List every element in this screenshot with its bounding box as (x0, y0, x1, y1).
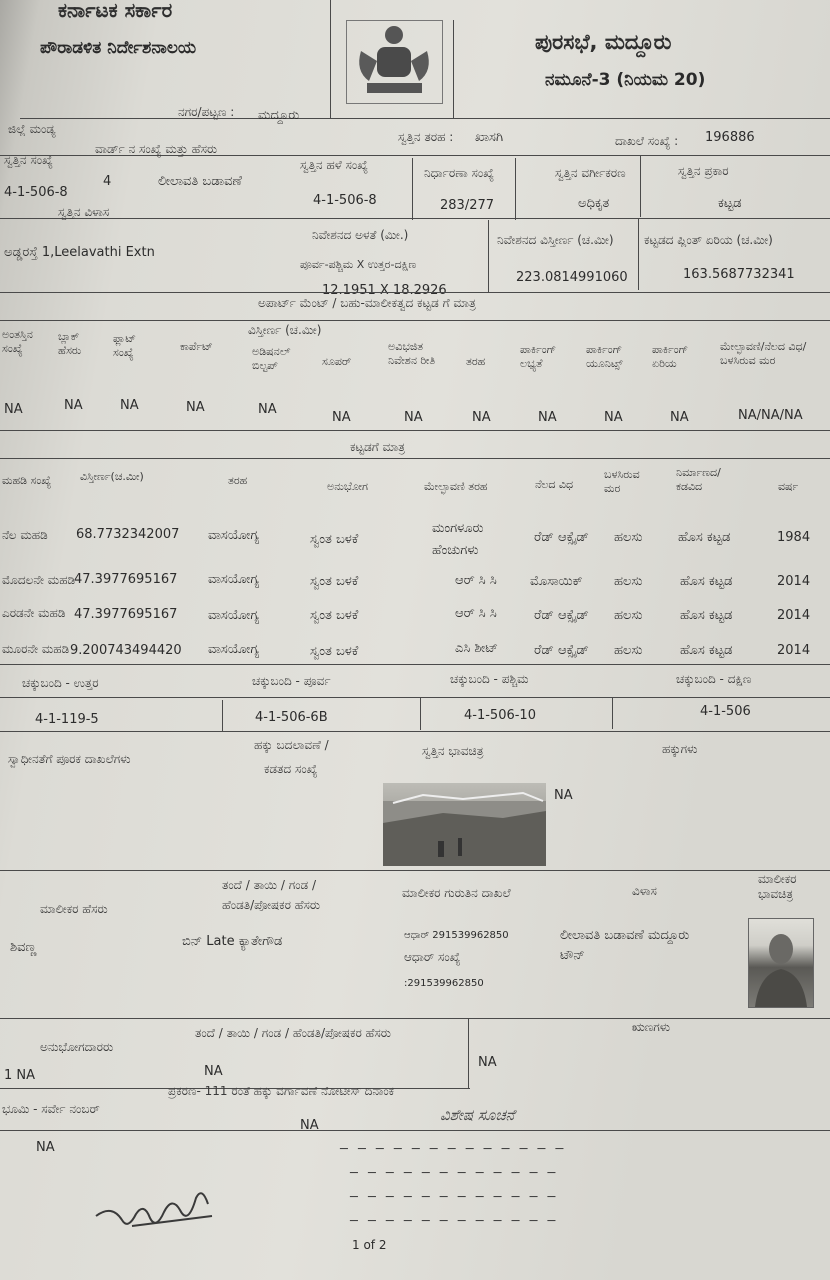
building-col-floor: ಮಹಡಿ ಸಂಖ್ಯೆ (2, 474, 52, 487)
apartment-col-block: ಬ್ಲಾಕ್ ಹೆಸರು (58, 330, 82, 357)
divider (453, 20, 454, 118)
building-row-usage: ಸ್ವಂತ ಬಳಕೆ (310, 574, 359, 589)
building-row-wood: ಹಲಸು (614, 574, 643, 589)
owner-relation-label-2: ಹೆಂಡತಿ/ಪೋಷಕರ ಹೆಸರು (222, 898, 321, 912)
divider (0, 1130, 830, 1131)
apartment-col-parking-units: ಪಾರ್ಕಿಂಗ್ ಯೂನಿಟ್ಸ್ (586, 343, 623, 370)
property-kind-label: ಸ್ವತ್ತಿನ ಪ್ರಕಾರ (678, 164, 729, 178)
building-row-wood: ಹಲಸು (614, 643, 643, 658)
divider (488, 220, 489, 292)
ward-no-value: 4 (103, 174, 112, 189)
survey-no-label: ಭೂಮಿ - ಸರ್ವೇ ನಂಬರ್ (2, 1102, 100, 1116)
building-row-flooring: ರೆಡ್ ಆಕ್ಸೈಡ್ (534, 643, 589, 658)
building-row-type: ವಾಸಯೋಗ್ಯ (208, 572, 260, 587)
town-label: ನಗರ/ಪಟ್ಟಣ : (178, 105, 235, 119)
building-row-wood: ಹಲಸು (614, 530, 643, 545)
building-row-area: 47.3977695167 (74, 572, 178, 587)
owner-name-label: ಮಾಲೀಕರ ಹೆಸರು (40, 902, 108, 916)
building-row-floor: ನೆಲ ಮಹಡಿ (2, 528, 48, 542)
building-row-area: 47.3977695167 (74, 607, 178, 622)
file-no-label: ಕಡತದ ಸಂಖ್ಯೆ (264, 762, 318, 776)
property-no-value: 4-1-506-8 (4, 185, 68, 200)
building-row-roof: ಆರ್ ಸಿ ಸಿ (455, 573, 497, 588)
apartment-cell: NA (186, 400, 205, 415)
state-emblem-icon (346, 20, 443, 104)
rights-label: ಹಕ್ಕುಗಳು (662, 742, 698, 756)
apartment-col-type: ತರಹ (466, 355, 486, 368)
dimension-direction: ಪೂರ್ವ-ಪಶ್ಚಿಮ X ಉತ್ತರ-ದಕ್ಷಿಣ (300, 258, 417, 271)
loans-value: NA (478, 1055, 497, 1070)
apartment-cell: NA (64, 398, 83, 413)
classification-label: ಸ್ವತ್ತಿನ ವರ್ಗೀಕರಣ (555, 166, 626, 180)
property-no-label: ಸ್ವತ್ತಿನ ಸಂಖ್ಯೆ (4, 153, 53, 167)
divider (0, 430, 830, 431)
building-row-usage: ಸ್ವಂತ ಬಳಕೆ (310, 644, 359, 659)
owner-aadhaar-line1: ಆಧಾರ್ 291539962850 (404, 930, 509, 941)
building-col-year: ವರ್ಷ (778, 480, 799, 493)
building-row-construction: ಹೊಸ ಕಟ್ಟಡ (680, 574, 733, 589)
rights-value: NA (554, 788, 573, 803)
building-col-usage: ಅನುಭೋಗ (327, 480, 368, 493)
survey-no-value: NA (36, 1140, 55, 1155)
owner-aadhaar-line3: :291539962850 (404, 978, 484, 989)
divider (0, 697, 830, 698)
building-col-type: ತರಹ (228, 474, 248, 487)
remarks-handwriting: ─ ─ ─ ─ ─ ─ ─ ─ ─ ─ ─ ─ (350, 1166, 559, 1181)
occupant-relation-value: NA (204, 1064, 223, 1079)
ward-label: ವಾರ್ಡ್ ನ ಸಂಖ್ಯೆ ಮತ್ತು ಹೆಸರು (95, 142, 218, 156)
old-no-label: ಸ್ವತ್ತಿನ ಹಳೆ ಸಂಖ್ಯೆ (300, 158, 369, 172)
owner-address-value-2: ಟೌನ್ (560, 948, 585, 963)
signature (92, 1186, 222, 1250)
divider (0, 320, 830, 321)
municipality-title: ಪುರಸಭೆ, ಮದ್ದೂರು (535, 30, 672, 54)
remarks-handwriting: ─ ─ ─ ─ ─ ─ ─ ─ ─ ─ ─ ─ (350, 1190, 559, 1205)
divider (0, 292, 830, 293)
owner-photo-label: ಮಾಲೀಕರ ಭಾವಚಿತ್ರ (758, 872, 797, 901)
apartment-col-additional: ಅಡಿಷನಲ್ ಬಿಲ್ಟಪ್ (252, 345, 291, 372)
divider (0, 458, 830, 459)
divider (0, 218, 830, 219)
site-area-label: ನಿವೇಶನದ ವಿಸ್ತೀರ್ಣ (ಚ.ಮೀ) (497, 233, 614, 247)
town-value: ಮದ್ದೂರು (258, 108, 300, 123)
divider (20, 118, 830, 119)
apartment-cell: NA (538, 410, 557, 425)
district-label: ಜಿಲ್ಲೆ ಮಂಡ್ಯ (8, 122, 56, 136)
building-row-floor: ಎರಡನೇ ಮಹಡಿ (2, 606, 66, 620)
apartment-col-undivided: ಅವಿಭಜಿತ ನಿವೇಶನ ರೀತಿ (388, 340, 436, 367)
site-dimension-label: ನಿವೇಶನದ ಅಳತೆ (ಮೀ.) (312, 228, 409, 242)
plinth-area-label: ಕಟ್ಟಡದ ಪ್ಲಿಂತ್ ಏರಿಯ (ಚ.ಮೀ) (644, 233, 773, 247)
building-row-year: 2014 (777, 608, 811, 623)
apartment-cell: NA (404, 410, 423, 425)
divider (0, 1018, 830, 1019)
loans-label: ಋಣಗಳು (632, 1020, 671, 1034)
divider (420, 698, 421, 730)
apartment-col-super: ಸೂಪರ್ (322, 355, 352, 368)
property-kind-value: ಕಟ್ಟಡ (718, 196, 742, 211)
entry-no-label: ದಾಖಲೆ ಸಂಖ್ಯೆ : (615, 134, 679, 148)
site-area-value: 223.0814991060 (516, 270, 628, 285)
divider (412, 158, 413, 220)
apartment-area-group: ವಿಸ್ತೀರ್ಣ (ಚ.ಮೀ) (248, 323, 322, 337)
transfer-label: ಹಕ್ಕು ಬದಲಾವಣೆ / (254, 738, 329, 752)
building-row-area: 9.200743494420 (70, 643, 182, 658)
building-row-floor: ಮೊದಲನೇ ಮಹಡಿ (2, 573, 76, 587)
owner-relation-value: ಬಿನ್ Late ಕ್ಯಾತೇಗೌಡ (182, 934, 283, 949)
boundary-south-value: 4-1-506 (700, 704, 751, 719)
property-type-value: ಖಾಸಗಿ (475, 130, 504, 145)
entry-no-value: 196886 (705, 130, 755, 145)
directorate-title: ಪೌರಾಡಳಿತ ನಿರ್ದೇಶನಾಲಯ (40, 38, 197, 58)
apartment-cell: NA (670, 410, 689, 425)
divider (612, 697, 613, 729)
owner-address-label: ವಿಳಾಸ (632, 884, 657, 898)
apartment-cell: NA/NA/NA (738, 408, 803, 423)
property-type-label: ಸ್ವತ್ತಿನ ತರಹ : (398, 130, 454, 144)
support-docs-label: ಸ್ವಾಧೀನತೆಗೆ ಪೂರಕ ದಾಖಲೆಗಳು (8, 752, 131, 766)
divider (0, 664, 830, 665)
apartment-col-roof: ಮೇಲ್ಛಾವಣಿ/ನೆಲದ ವಿಧ/ಬಳಸಿರುವ ಮರ (720, 340, 807, 367)
assessment-value: 283/277 (440, 198, 495, 213)
gov-title: ಕರ್ನಾಟಕ ಸರ್ಕಾರ (58, 0, 173, 22)
remarks-handwriting: ─ ─ ─ ─ ─ ─ ─ ─ ─ ─ ─ ─ (350, 1214, 559, 1229)
divider (468, 1018, 469, 1088)
divider (640, 155, 641, 217)
boundary-east-value: 4-1-506-6B (255, 710, 328, 725)
apartment-col-floor: ಅಂತಸ್ತಿನ ಸಂಖ್ಯೆ (2, 328, 33, 355)
divider (222, 700, 223, 732)
owner-aadhaar-label: ಆಧಾರ್ ಸಂಖ್ಯೆ (404, 950, 461, 964)
old-no-value: 4-1-506-8 (313, 193, 377, 208)
building-section-title: ಕಟ್ಟಡಗೆ ಮಾತ್ರ (350, 440, 406, 454)
divider (515, 158, 516, 220)
apartment-col-parking-avail: ಪಾರ್ಕಿಂಗ್ ಲಭ್ಯತೆ (520, 343, 557, 370)
address-label: ಸ್ವತ್ತಿನ ವಿಳಾಸ (58, 205, 110, 219)
divider (0, 870, 830, 871)
building-row-floor: ಮೂರನೇ ಮಹಡಿ (2, 642, 70, 656)
apartment-col-flat: ಫ್ಲಾಟ್ ಸಂಖ್ಯೆ (113, 332, 137, 359)
boundary-west-value: 4-1-506-10 (464, 708, 536, 723)
owner-name-value: ಶಿವಣ್ಣ (10, 940, 37, 955)
remarks-handwriting: ─ ─ ─ ─ ─ ─ ─ ─ ─ ─ ─ ─ ─ (340, 1142, 567, 1157)
building-col-area: ವಿಸ್ತೀರ್ಣ(ಚ.ಮೀ) (80, 470, 144, 483)
ward-name-value: ಲೀಲಾವತಿ ಬಡಾವಣೆ (158, 174, 242, 189)
apartment-section-title: ಅಪಾರ್ಟ್ ಮೆಂಟ್ / ಬಹು-ಮಾಲೀಕತ್ವದ ಕಟ್ಟಡ ಗೆ ಮಾತ್ರ (258, 296, 476, 310)
occupant-relation-label: ತಂದೆ / ತಾಯಿ / ಗಂಡ / ಹೆಂಡತಿ/ಪೋಷಕರ ಹೆಸರು (195, 1026, 391, 1040)
apartment-cell: NA (120, 398, 139, 413)
occupant-label: ಅನುಭೋಗದಾರರು (40, 1040, 114, 1054)
building-row-flooring: ರೆಡ್ ಆಕ್ಸೈಡ್ (534, 608, 589, 623)
boundary-north-label: ಚಕ್ಕುಬಂದಿ - ಉತ್ತರ (22, 676, 99, 690)
apartment-cell: NA (4, 402, 23, 417)
remarks-label: ವಿಶೇಷ ಸೂಚನೆ (440, 1106, 515, 1124)
property-photo-label: ಸ್ವತ್ತಿನ ಭಾವಚಿತ್ರ (422, 744, 484, 758)
boundary-east-label: ಚಕ್ಕುಬಂದಿ - ಪೂರ್ವ (252, 674, 331, 688)
building-row-usage: ಸ್ವಂತ ಬಳಕೆ (310, 608, 359, 623)
building-row-usage: ಸ್ವಂತ ಬಳಕೆ (310, 532, 359, 547)
occupant-value: 1 NA (4, 1068, 36, 1083)
building-row-construction: ಹೊಸ ಕಟ್ಟಡ (680, 643, 733, 658)
building-row-construction: ಹೊಸ ಕಟ್ಟಡ (678, 530, 731, 545)
boundary-west-label: ಚಕ್ಕುಬಂದಿ - ಪಶ್ಚಿಮ (450, 672, 529, 686)
boundary-north-value: 4-1-119-5 (35, 712, 99, 727)
building-row-roof: ಎಸಿ ಶೀಟ್ (455, 641, 498, 656)
building-row-roof: ಮಂಗಳೂರು ಹೆಂಚುಗಳು (432, 521, 484, 558)
apartment-cell: NA (604, 410, 623, 425)
building-col-flooring: ನೆಲದ ವಿಧ (535, 478, 574, 491)
owner-photo (748, 918, 814, 1008)
assessment-label: ನಿರ್ಧಾರಣಾ ಸಂಖ್ಯೆ (424, 166, 495, 180)
address-value: ಅಡ್ಡರಸ್ತೆ 1,Leelavathi Extn (4, 245, 155, 260)
page-indicator: 1 of 2 (352, 1238, 387, 1252)
apartment-cell: NA (258, 402, 277, 417)
property-photo (383, 783, 546, 866)
building-row-year: 2014 (777, 643, 811, 658)
building-row-flooring: ರೆಡ್ ಆಕ್ಸೈಡ್ (534, 530, 589, 545)
apartment-col-carpet: ಕಾರ್ಪೆಟ್ (180, 340, 213, 353)
owner-id-label: ಮಾಲೀಕರ ಗುರುತಿನ ದಾಖಲೆ (402, 886, 511, 900)
building-col-construction: ನಿರ್ಮಾಣದ/ಕಡವಿದ (676, 466, 721, 493)
building-row-construction: ಹೊಸ ಕಟ್ಟಡ (680, 608, 733, 623)
apartment-cell: NA (472, 410, 491, 425)
dimension-value: 12.1951 X 18.2926 (322, 283, 447, 298)
building-row-wood: ಹಲಸು (614, 608, 643, 623)
owner-relation-label: ತಂದೆ / ತಾಯಿ / ಗಂಡ / (222, 878, 317, 892)
divider (0, 731, 830, 732)
building-row-roof: ಆರ್ ಸಿ ಸಿ (455, 606, 497, 621)
building-row-flooring: ಮೊಸಾಯಿಕ್ (530, 574, 583, 589)
plinth-area-value: 163.5687732341 (683, 267, 795, 282)
building-row-year: 2014 (777, 574, 811, 589)
divider (638, 218, 639, 290)
building-row-year: 1984 (777, 530, 811, 545)
building-col-wood: ಬಳಸಿರುವ ಮರ (604, 468, 640, 495)
boundary-south-label: ಚಕ್ಕುಬಂದಿ - ದಕ್ಷಿಣ (676, 672, 752, 686)
form-number: ನಮೂನೆ-3 (ನಿಯಮ 20) (545, 70, 706, 90)
owner-address-value: ಲೀಲಾವತಿ ಬಡಾವಣೆ ಮದ್ದೂರು (560, 928, 690, 943)
building-row-type: ವಾಸಯೋಗ್ಯ (208, 528, 260, 543)
classification-value: ಅಧಿಕೃತ (578, 196, 610, 211)
apartment-col-parking-area: ಪಾರ್ಕಿಂಗ್ ಏರಿಯ (652, 343, 689, 370)
notice-date-value: NA (300, 1118, 319, 1133)
building-row-area: 68.7732342007 (76, 527, 180, 542)
apartment-cell: NA (332, 410, 351, 425)
divider (330, 0, 331, 118)
building-row-type: ವಾಸಯೋಗ್ಯ (208, 642, 260, 657)
notice-date-label: ಪ್ರಕರಣ- 111 ರಂತೆ ಹಕ್ಕು ವರ್ಗಾವಣೆ ನೋಟೀಸ್ ದಿನಾಂಕ (168, 1084, 395, 1098)
building-col-roof: ಮೇಲ್ಛಾವಣಿ ತರಹ (424, 480, 488, 493)
building-row-type: ವಾಸಯೋಗ್ಯ (208, 608, 260, 623)
